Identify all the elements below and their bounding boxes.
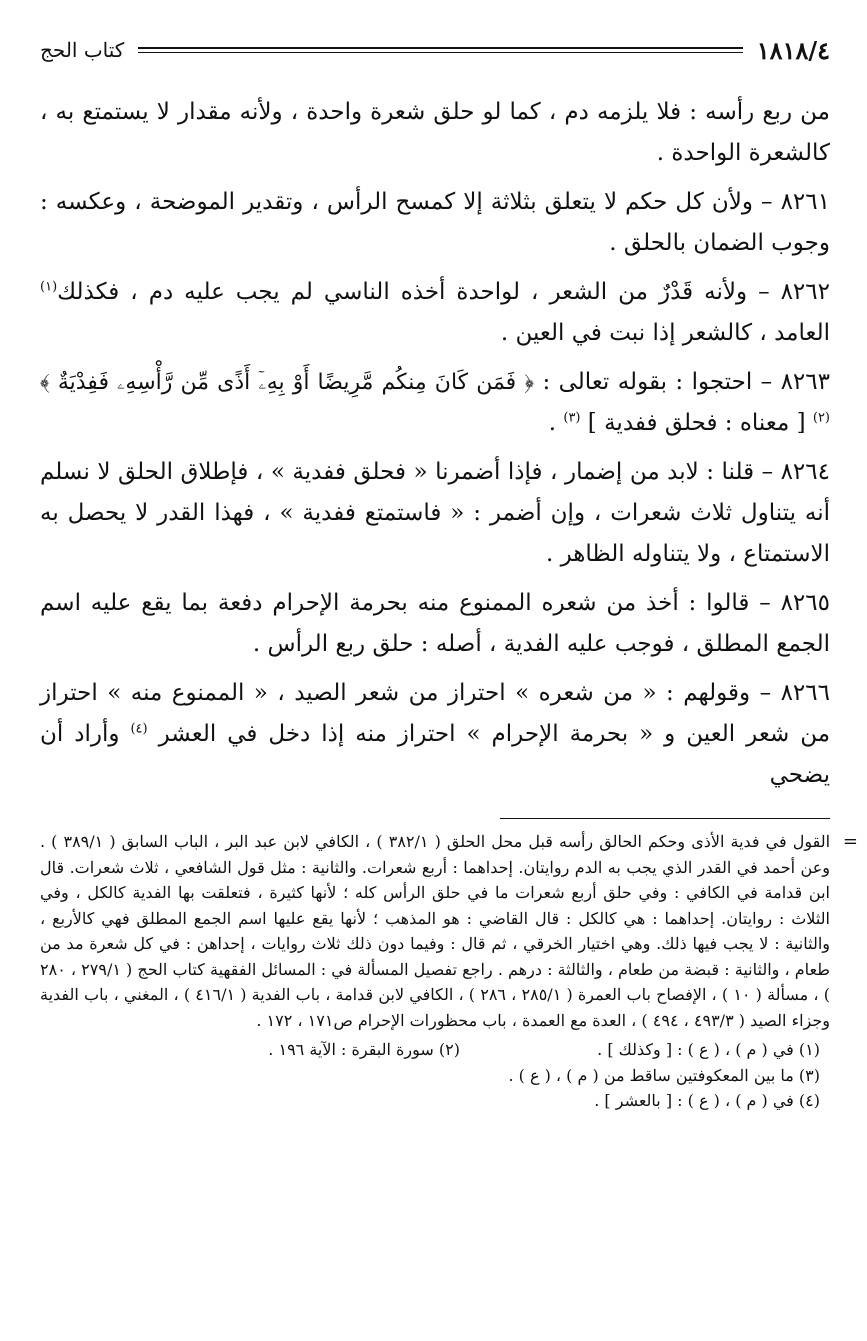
paragraph-text: وأراد أن يضحي: [40, 721, 830, 788]
footnote-separator: [500, 818, 830, 819]
footnote-1: (١) في ( م ) ، ( ع ) : [ وكذلك ] .: [597, 1040, 820, 1059]
footnote-ref[interactable]: (١): [40, 279, 58, 295]
paragraph-text: ٨٢٦٣ – احتجوا : بقوله تعالى :: [534, 369, 830, 395]
footnote-row: [40, 1037, 830, 1063]
header-rule: [138, 47, 742, 53]
paragraph: [40, 362, 830, 444]
footnote-3: (٣) ما بين المعكوفتين ساقط من ( م ) ، ( ع ) .: [508, 1065, 820, 1085]
footnote-continuation: [40, 829, 858, 1033]
paragraph-text: ٨٢٦٥ – قالوا : أخذ من شعره الممنوع منه بحرمة الإحرام دفعة بما يقع عليه اسم الجمع المطلق ، فوجب عليه الفدية ، أصله : حلق ربع الرأس .: [40, 590, 830, 657]
continuation-mark: =: [842, 831, 858, 852]
paragraph: [40, 583, 830, 665]
paragraph: [40, 673, 830, 796]
paragraph-text: ٨٢٦٢ – ولأنه قَدْرٌ من الشعر ، لواحدة أخذه الناسي لم يجب عليه دم ، فكذلك: [57, 279, 830, 305]
paragraph-text: من ربع رأسه : فلا يلزمه دم ، كما لو حلق شعرة واحدة ، ولأنه مقدار لا يستمتع به ، كالشعرة الواحدة .: [40, 99, 830, 166]
paragraph-text: .: [548, 410, 564, 436]
page-number: ١٨١٨/٤: [756, 35, 830, 65]
footnote-ref[interactable]: (٤): [130, 721, 148, 737]
footnote-2: (٢) سورة البقرة : الآية ١٩٦ .: [268, 1040, 460, 1059]
quran-verse: ﴿ فَمَن كَانَ مِنكُم مَّرِيضًا أَوْ بِهِۦٓ أَذًى مِّن رَّأْسِهِۦ فَفِدْيَةٌ ﴾: [40, 370, 535, 395]
paragraph-text: ٨٢٦٦ – وقولهم : « من شعره » احتراز من شعر الصيد ، « الممنوع منه » احتراز من شعر العين و « بحرمة الإحرام » احتراز منه إذا دخل في العشر: [40, 680, 831, 747]
paragraph: [40, 92, 830, 174]
paragraph-text: العامد ، كالشعر إذا نبت في العين .: [500, 320, 830, 346]
footnote-text: القول في فدية الأذى وحكم الحالق رأسه قبل محل الحلق ( ٣٨٢/١ ) ، الكافي لابن عبد البر ، الباب السابق ( ٣٨٩/١ ) . وعن أحمد في القدر الذي يجب به الدم روايتان. إحداهما : أربع شعرات. والثانية : مثل قول الشافعي ، ثلاث شعرات. قال ابن قدامة في الكافي : وفي حلق أربع شعرات ما في حلق الرأس كله ؛ لأنها كثيرة ، فتعلقت بها الفدية كالكل ، وفي الثلاث : روايتان. إحداهما : هي كالكل : قال القاضي : هو المذهب ؛ لأنها يقع عليها اسم الجمع المطلق فهي كالأربع ، والثانية : لا يجب فيها ذلك. وهي اختيار الخرقي ، ثم قال : وفيما دون ذلك ثلاث روايات ، إحداهن : في كل شعرة مد من طعام ، والثانية : قبضة من طعام ، والثالثة : درهم . راجع تفصيل المسألة في : المسائل الفقهية كتاب الحج ( ٢٧٩/١ ، ٢٨٠ ) ، مسألة ( ١٠ ) ، الإفصاح باب العمرة ( ٢٨٥/١ ، ٢٨٦ ) ، الكافي لابن قدامة ، باب الفدية ( ٤١٦/١ ) ، المغني ، باب الفدية وجزاء الصيد ( ٤٩٣/٣ ، ٤٩٤ ) ، العدة مع العمدة ، باب محظورات الإحرام ص١٧١ ، ١٧٢ .: [40, 832, 831, 1030]
paragraph: [40, 182, 830, 264]
footnote-ref[interactable]: (٢): [812, 410, 830, 426]
paragraph: [40, 452, 830, 575]
footnote-4: (٤) في ( م ) ، ( ع ) : [ بالعشر ] .: [594, 1091, 820, 1110]
page-header: [40, 30, 830, 70]
paragraph-text: [ معناه : فحلق ففدية ]: [580, 410, 813, 436]
book-page: [40, 30, 858, 1114]
paragraph-text: ٨٢٦٤ – قلنا : لابد من إضمار ، فإذا أضمرنا « فحلق ففدية » ، فإطلاق الحلق لا نسلم أنه يتناول ثلاث شعرات ، وإن أضمر : « فاستمتع ففدية » ، فهذا القدر لا يحصل به الاستمتاع ، ولا يتناوله الظاهر .: [40, 459, 830, 567]
paragraph-text: ٨٢٦١ – ولأن كل حكم لا يتعلق بثلاثة إلا كمسح الرأس ، وتقدير الموضحة ، وعكسه : وجوب الضمان بالحلق .: [40, 189, 830, 256]
main-text: [40, 92, 830, 796]
book-title: كتاب الحج: [40, 38, 125, 62]
paragraph: [40, 272, 830, 354]
footnote-ref[interactable]: (٣): [563, 410, 581, 426]
footnotes: [40, 829, 858, 1114]
